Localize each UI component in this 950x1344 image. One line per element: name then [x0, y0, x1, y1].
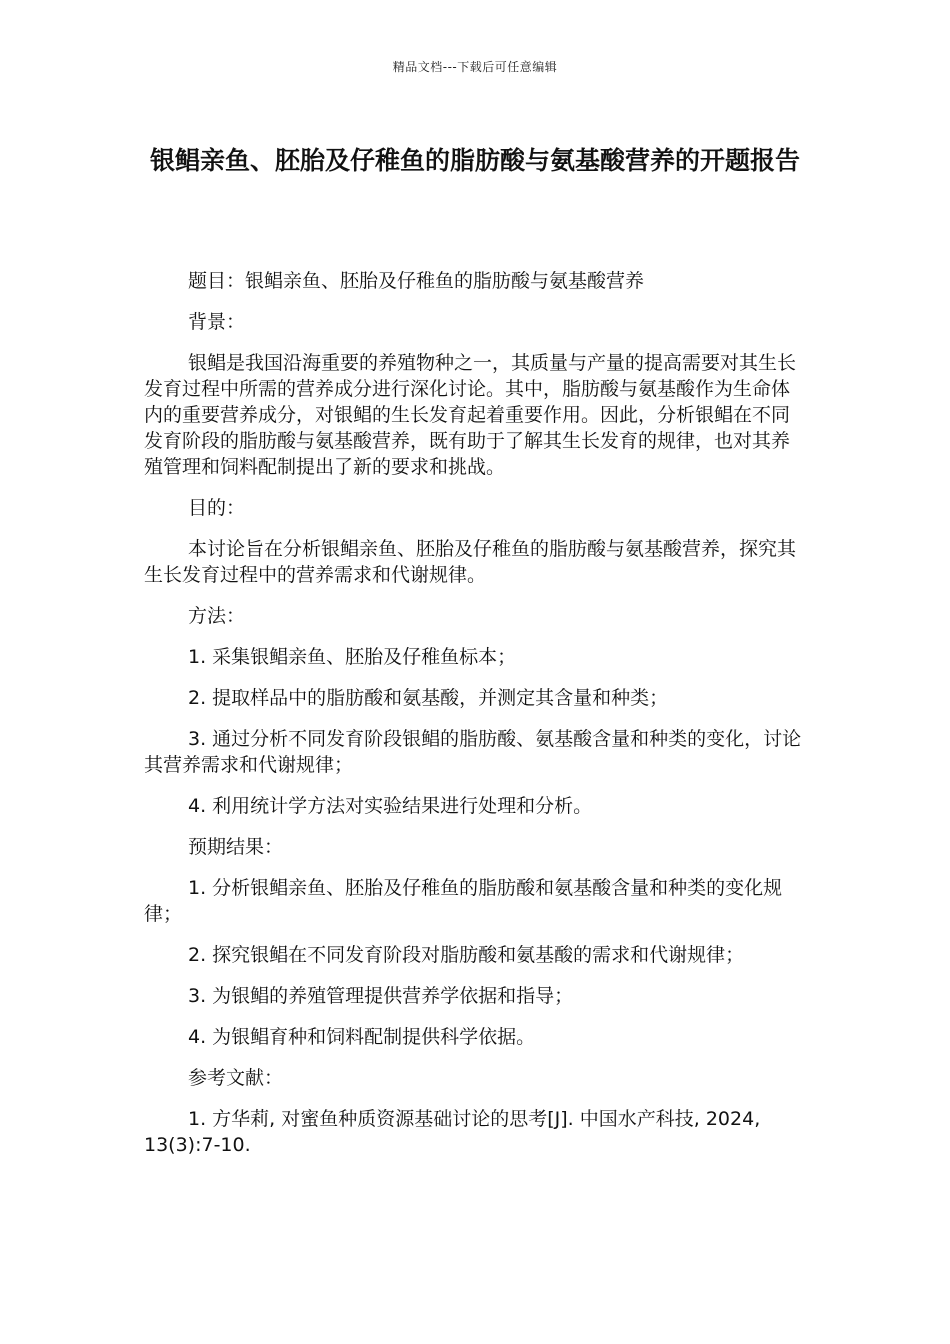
expected-result-item: 4. 为银鲳育种和饲料配制提供科学依据。 [188, 1026, 536, 1048]
section-heading-background: 背景： [188, 311, 246, 333]
expected-result-item: 3. 为银鲳的养殖管理提供营养学依据和指导； [188, 985, 574, 1007]
section-heading-purpose: 目的： [188, 497, 246, 519]
section-heading-references: 参考文献： [188, 1067, 284, 1089]
method-item: 2. 提取样品中的脂肪酸和氨基酸，并测定其含量和种类； [188, 687, 669, 709]
document-title: 银鲳亲鱼、胚胎及仔稚鱼的脂肪酸与氨基酸营养的开题报告 [149, 146, 800, 175]
expected-result-item: 1. 分析银鲳亲鱼、胚胎及仔稚鱼的脂肪酸和氨基酸含量和种类的变化规律； [144, 877, 783, 925]
method-item: 1. 采集银鲳亲鱼、胚胎及仔稚鱼标本； [188, 646, 517, 668]
method-item: 4. 利用统计学方法对实验结果进行处理和分析。 [188, 795, 593, 817]
section-heading-methods: 方法： [188, 605, 246, 627]
page-header-note: 精品文档---下载后可任意编辑 [392, 60, 558, 74]
method-item: 3. 通过分析不同发育阶段银鲳的脂肪酸、氨基酸含量和种类的变化，讨论其营养需求和代谢规律； [144, 728, 802, 776]
section-heading-expected-results: 预期结果： [188, 836, 284, 858]
expected-result-item: 2. 探究银鲳在不同发育阶段对脂肪酸和氨基酸的需求和代谢规律； [188, 944, 745, 966]
topic-line: 题目：银鲳亲鱼、胚胎及仔稚鱼的脂肪酸与氨基酸营养 [188, 270, 645, 292]
purpose-paragraph: 本讨论旨在分析银鲳亲鱼、胚胎及仔稚鱼的脂肪酸与氨基酸营养，探究其生长发育过程中的营养需求和代谢规律。 [144, 538, 797, 586]
document-body [144, 268, 808, 1173]
reference-item: 1. 方华莉, 对蜜鱼种质资源基础讨论的思考[J]. 中国水产科技, 2024, 13(3):7-10. [144, 1108, 761, 1156]
background-paragraph: 银鲳是我国沿海重要的养殖物种之一，其质量与产量的提高需要对其生长发育过程中所需的营养成分进行深化讨论。其中，脂肪酸与氨基酸作为生命体内的重要营养成分，对银鲳的生长发育起着重要作用。因此，分析银鲳在不同发育阶段的脂肪酸与氨基酸营养，既有助于了解其生长发育的规律，也对其养殖管理和饲料配制提出了新的要求和挑战。 [144, 352, 797, 478]
